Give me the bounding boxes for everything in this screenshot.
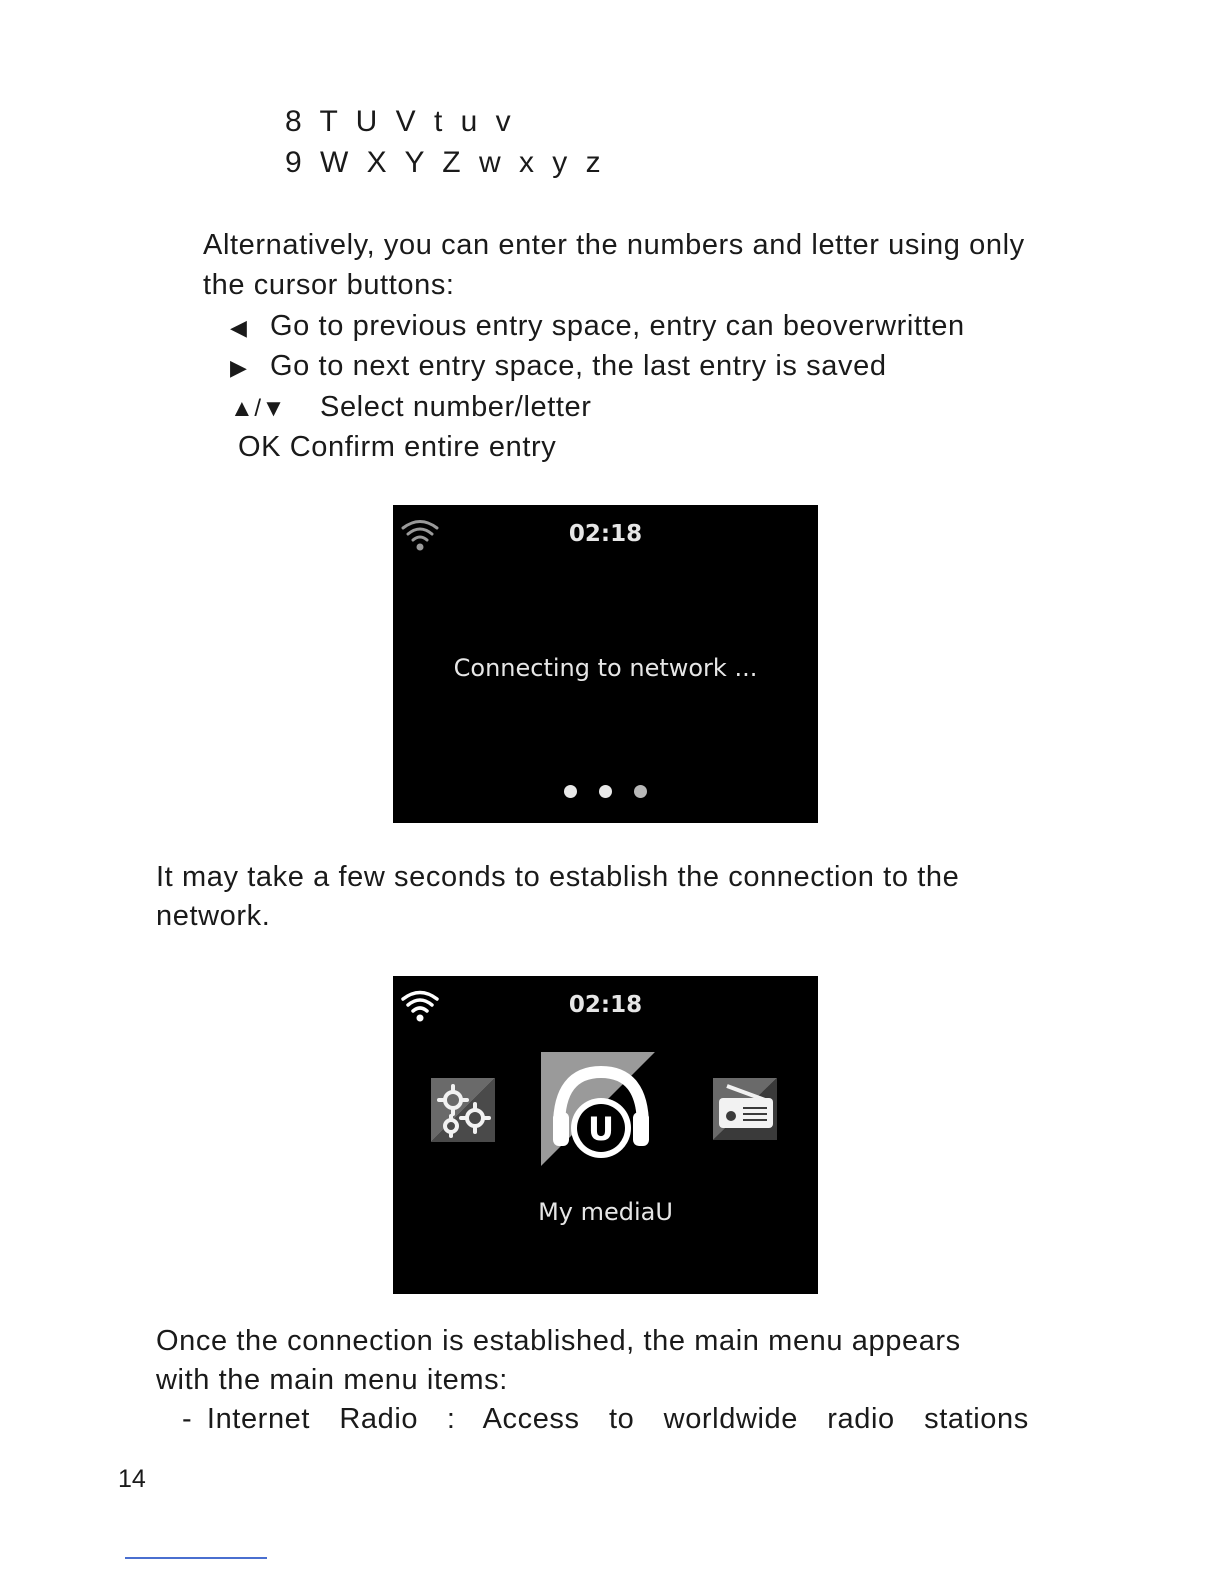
cursor-item-text: Go to next entry space, the last entry is saved [270,350,887,382]
key-letters: T U V t u v [319,105,516,138]
page-number: 14 [118,1465,146,1493]
cursor-item-next [230,346,887,388]
progress-dot [634,785,647,798]
key-digit: 9 [285,146,307,179]
para1-line-1: It may take a few seconds to establish the connection to the [156,861,960,893]
connecting-message: Connecting to network ... [453,654,758,682]
device-screen-connecting [393,505,818,823]
key-letters: W X Y Z w x y z [320,146,606,179]
cursor-item-previous [230,306,965,348]
key-digit: 8 [285,105,307,138]
alt-intro-line-2: the cursor buttons: [203,269,455,301]
left-arrow-icon: ◀ [230,315,248,340]
progress-dot [564,785,577,798]
settings-gears-icon [429,1076,497,1144]
menu-item-separator: : [446,1403,456,1435]
bottom-divider [125,1557,267,1559]
clock-time: 02:18 [568,992,643,1018]
cursor-item-select [230,387,592,429]
menu-item-description: Access to worldwide radio stations [482,1403,1029,1435]
headphones-u-icon [537,1048,659,1170]
right-arrow-icon: ▶ [230,355,248,380]
svg-text:U: U [588,1110,614,1148]
device-screen-main-menu [393,976,818,1294]
alt-intro-line-1: Alternatively, you can enter the numbers and letter using only [203,229,1025,261]
progress-dots [393,785,818,803]
para1-line-2: network. [156,900,271,932]
clock-time: 02:18 [568,521,643,547]
radio-icon [711,1076,779,1142]
para2-line-2: with the main menu items: [156,1364,508,1396]
cursor-item-text: Go to previous entry space, entry can beoverwritten [270,310,965,342]
menu-item-name: - Internet Radio [182,1403,419,1435]
progress-dot [599,785,612,798]
para2-line-1: Once the connection is established, the main menu appears [156,1325,961,1357]
menu-item-internet-radio [182,1399,1029,1439]
keypad-line-9 [285,143,606,183]
selected-menu-label: My mediaU [538,1198,673,1226]
keypad-line-8 [285,102,516,142]
ok-item: OK Confirm entire entry [238,431,557,463]
cursor-item-text: Select number/letter [320,391,592,423]
up-down-arrow-icon: ▲/▼ [230,395,286,422]
